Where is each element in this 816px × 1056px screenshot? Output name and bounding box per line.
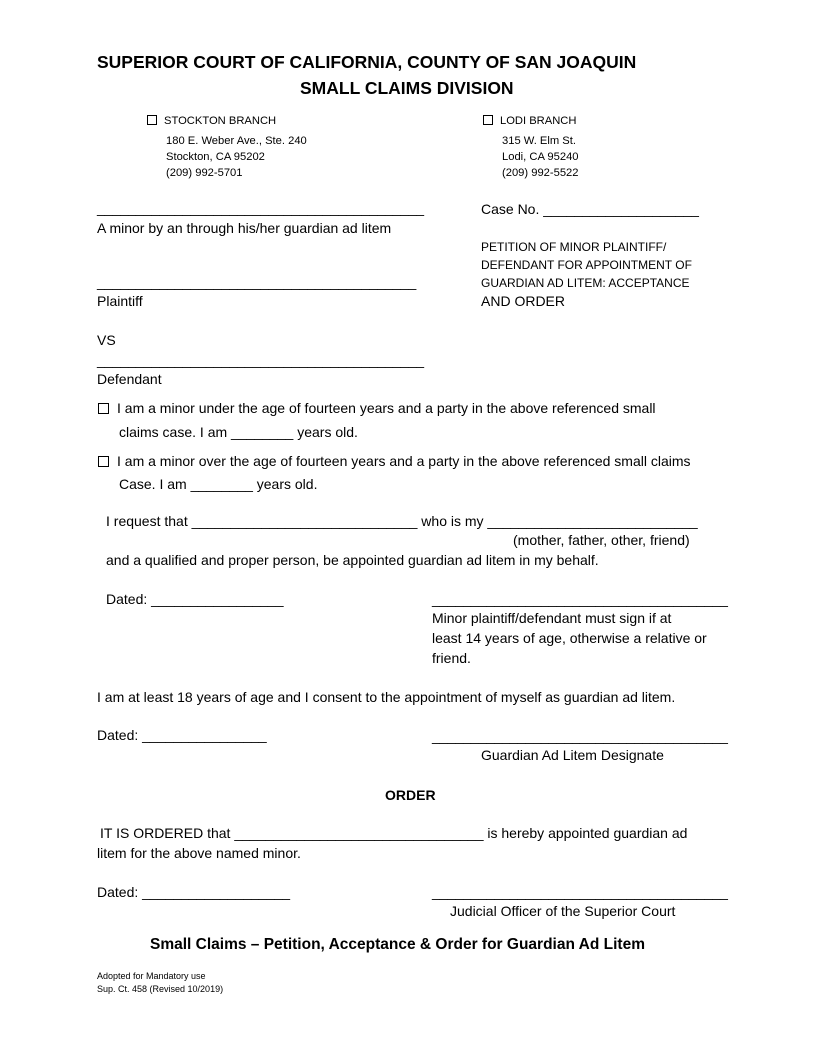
defendant-label: Defendant [97,371,162,387]
lodi-branch-checkbox[interactable] [483,115,493,125]
vs-label: VS [97,332,116,348]
stockton-branch-label: STOCKTON BRANCH [164,115,277,127]
form-number: Sup. Ct. 458 (Revised 10/2019) [97,984,224,994]
judge-signature-field[interactable]: ______________________________________ [432,884,728,900]
minor-dated-field[interactable]: Dated: _________________ [106,591,284,607]
over-fourteen-text: I am a minor over the age of fourteen years and a party in the above referenced small claims [117,453,691,469]
defendant-name-field[interactable]: __________________________________________ [97,352,425,368]
guardian-signature-label: Guardian Ad Litem Designate [481,747,664,763]
relation-hint: (mother, father, other, friend) [513,532,690,548]
minor-label: A minor by an through his/her guardian ad litem [97,220,392,236]
judge-dated-field[interactable]: Dated: ___________________ [97,884,291,900]
stockton-branch-option[interactable] [147,115,276,127]
request-statement: and a qualified and proper person, be appointed guardian ad litem in my behalf. [106,552,599,568]
order-heading: ORDER [385,787,436,803]
under-fourteen-option[interactable] [98,400,656,416]
case-number-field[interactable]: Case No. ____________________ [481,201,699,217]
judge-signature-label: Judicial Officer of the Superior Court [450,903,676,919]
lodi-branch-label: LODI BRANCH [500,115,577,127]
form-footer-title: Small Claims – Petition, Acceptance & Order for Guardian Ad Litem [150,936,645,953]
adopted-note: Adopted for Mandatory use [97,971,206,981]
minor-signature-field[interactable]: ______________________________________ [432,591,728,607]
lodi-address2: Lodi, CA 95240 [502,151,579,163]
under-fourteen-checkbox[interactable] [98,403,109,414]
stockton-phone: (209) 992-5701 [166,167,243,179]
plaintiff-label: Plaintiff [97,293,143,309]
guardian-dated-field[interactable]: Dated: ________________ [97,727,267,743]
document-title-line2: DEFENDANT FOR APPOINTMENT OF [481,258,692,272]
request-line[interactable]: I request that _____________________________ who is my ___________________________ [106,513,698,529]
guardian-signature-field[interactable]: ______________________________________ [432,728,728,744]
stockton-address1: 180 E. Weber Ave., Ste. 240 [166,135,307,147]
plaintiff-name-field[interactable]: _________________________________________ [97,274,417,290]
over-fourteen-age-line[interactable]: Case. I am ________ years old. [119,476,318,492]
minor-signature-note-2: least 14 years of age, otherwise a relative or [432,630,707,646]
over-fourteen-checkbox[interactable] [98,456,109,467]
minor-signature-note-1: Minor plaintiff/defendant must sign if at [432,610,672,626]
division-title: SMALL CLAIMS DIVISION [300,78,514,98]
order-line-continued: litem for the above named minor. [97,845,301,861]
stockton-address2: Stockton, CA 95202 [166,151,265,163]
under-fourteen-age-line[interactable]: claims case. I am ________ years old. [119,424,358,440]
over-fourteen-option[interactable] [98,453,691,469]
court-title: SUPERIOR COURT OF CALIFORNIA, COUNTY OF SAN JOAQUIN [97,52,637,72]
consent-statement: I am at least 18 years of age and I consent to the appointment of myself as guardian ad litem. [97,689,676,705]
document-title-line4: AND ORDER [481,293,566,309]
under-fourteen-text: I am a minor under the age of fourteen years and a party in the above referenced small [117,400,656,416]
minor-name-field[interactable]: __________________________________________ [97,200,425,216]
stockton-branch-checkbox[interactable] [147,115,157,125]
document-title-line1: PETITION OF MINOR PLAINTIFF/ [481,240,667,254]
order-line[interactable]: IT IS ORDERED that ________________________________ is hereby appointed guardian ad [100,825,688,841]
lodi-branch-option[interactable] [483,115,576,127]
lodi-address1: 315 W. Elm St. [502,135,576,147]
minor-signature-note-3: friend. [432,650,471,666]
document-title-line3: GUARDIAN AD LITEM: ACCEPTANCE [481,276,690,290]
lodi-phone: (209) 992-5522 [502,167,579,179]
